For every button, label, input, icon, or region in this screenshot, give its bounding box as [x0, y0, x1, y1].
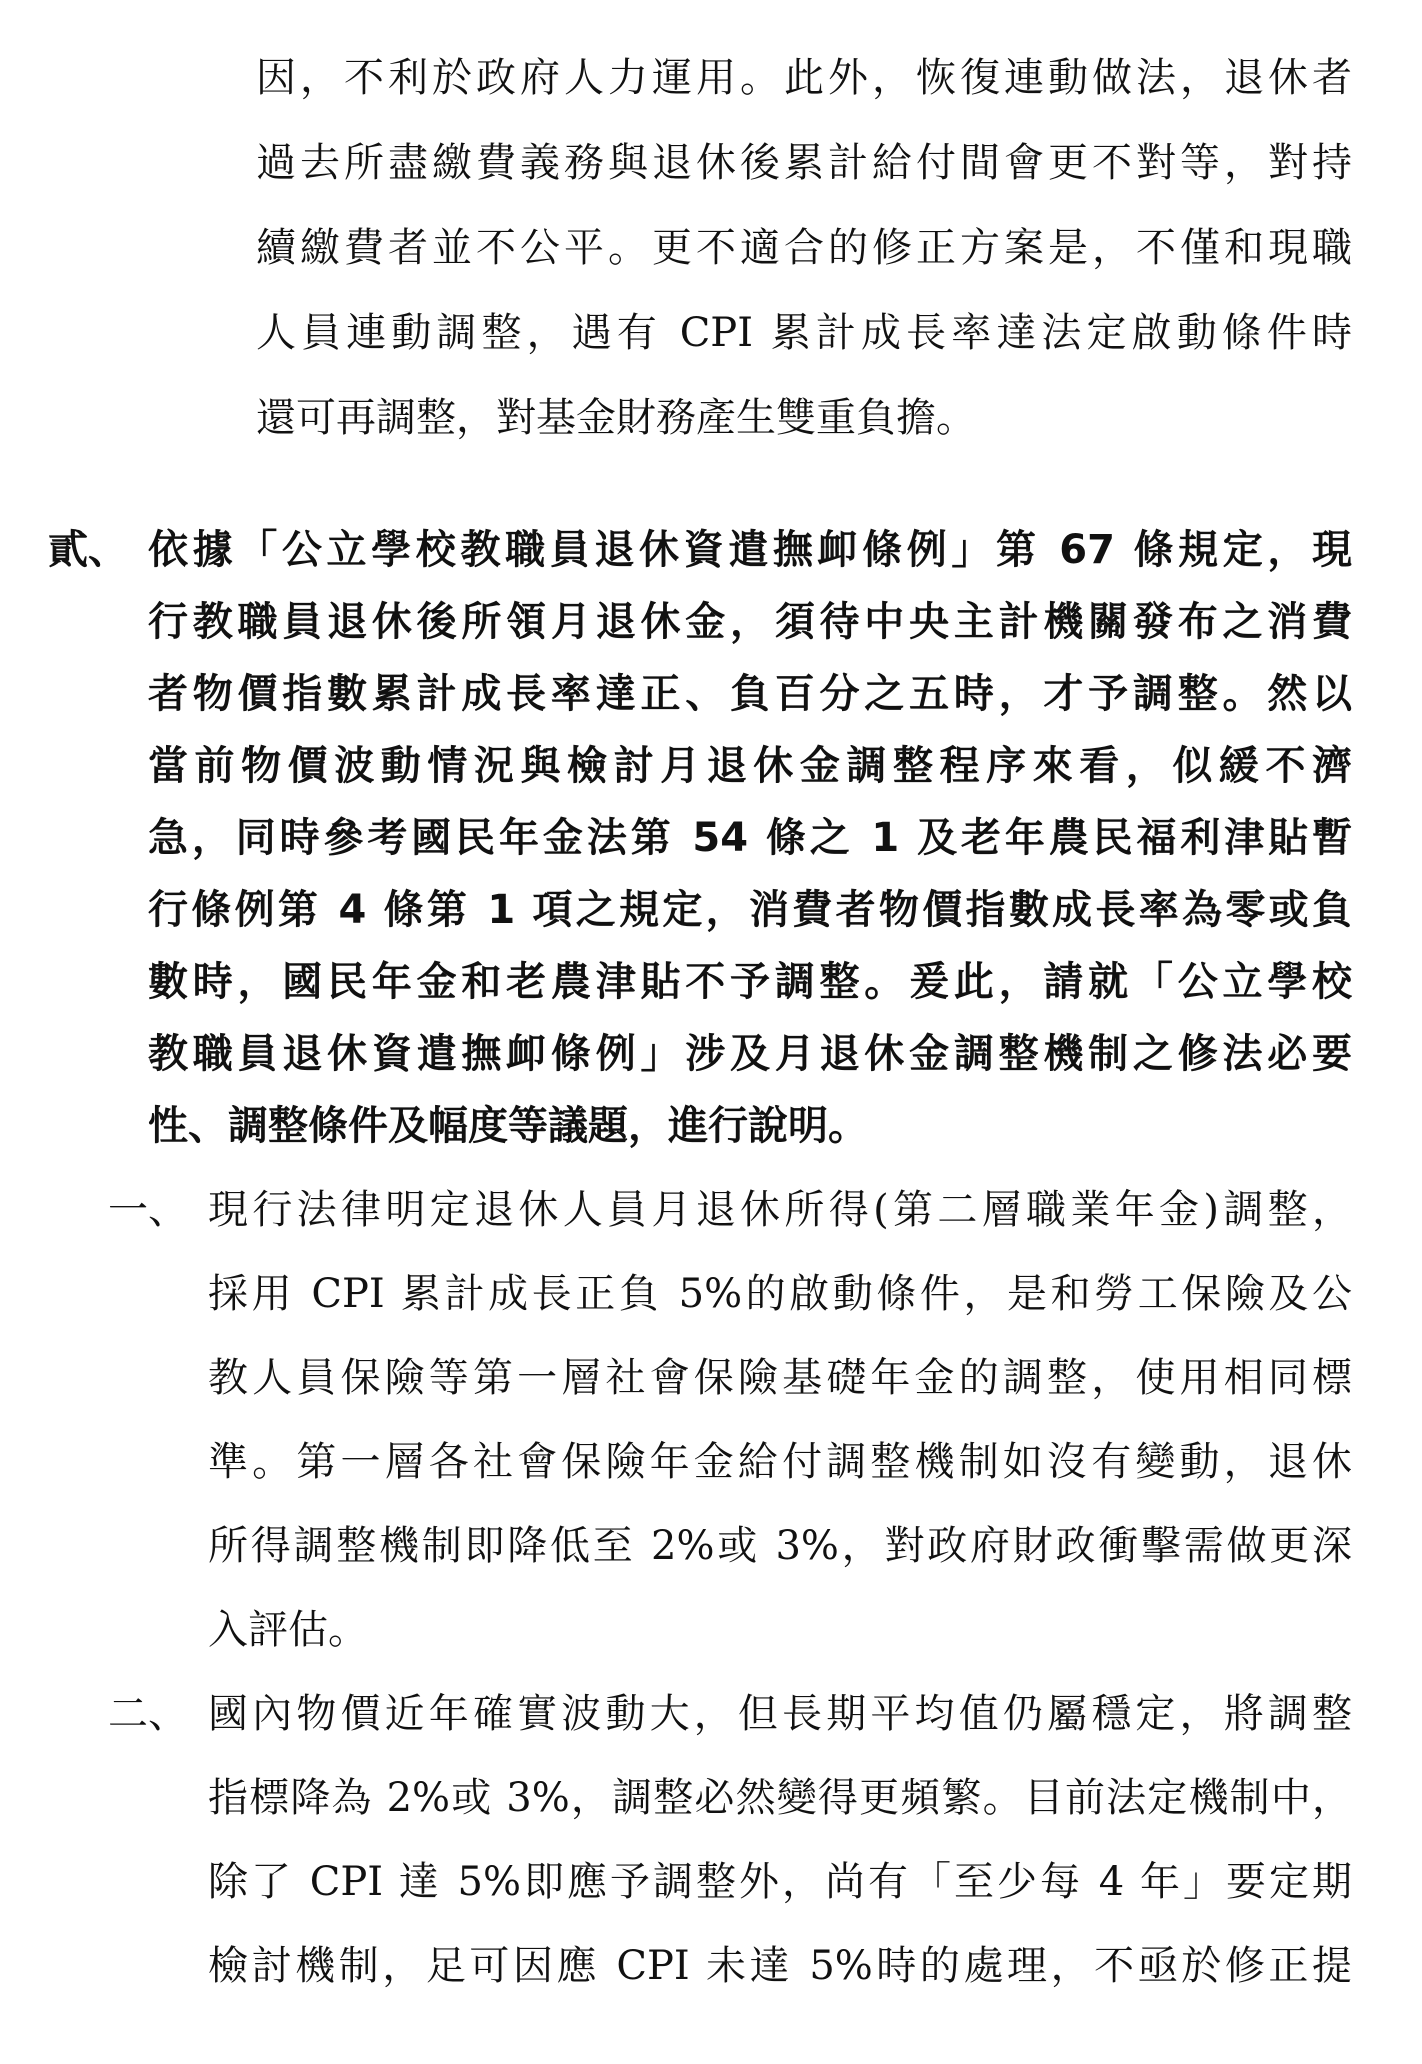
section-line: 依據「公立學校教職員退休資遣撫卹條例」第 67 條規定，現 — [148, 527, 1352, 573]
item-line: 所得調整機制即降低至 2%或 3%，對政府財政衝擊需做更深 — [208, 1523, 1352, 1569]
item-line: 入評估。 — [208, 1607, 368, 1653]
section-line: 行條例第 4 條第 1 項之規定，消費者物價指數成長率為零或負 — [148, 887, 1352, 933]
section-line: 急，同時參考國民年金法第 54 條之 1 及老年農民福利津貼暫 — [148, 815, 1352, 861]
paragraph-line: 還可再調整，對基金財務產生雙重負擔。 — [256, 395, 976, 441]
item-line: 採用 CPI 累計成長正負 5%的啟動條件，是和勞工保險及公 — [208, 1271, 1352, 1317]
item-line: 檢討機制，足可因應 CPI 未達 5%時的處理，不亟於修正提 — [208, 1943, 1352, 1989]
paragraph-line: 因，不利於政府人力運用。此外，恢復連動做法，退休者 — [256, 55, 1352, 101]
section-line: 教職員退休資遣撫卹條例」涉及月退休金調整機制之修法必要 — [148, 1031, 1352, 1077]
section-line: 性、調整條件及幅度等議題，進行說明。 — [148, 1103, 868, 1149]
item-marker: 一、 — [108, 1187, 188, 1233]
item-line: 國內物價近年確實波動大，但長期平均值仍屬穩定，將調整 — [208, 1691, 1352, 1737]
paragraph-line: 過去所盡繳費義務與退休後累計給付間會更不對等，對持 — [256, 140, 1352, 186]
item-line: 指標降為 2%或 3%，調整必然變得更頻繁。目前法定機制中， — [208, 1775, 1352, 1821]
item-line: 教人員保險等第一層社會保險基礎年金的調整，使用相同標 — [208, 1355, 1352, 1401]
section-line: 者物價指數累計成長率達正、負百分之五時，才予調整。然以 — [148, 671, 1352, 717]
item-line: 準。第一層各社會保險年金給付調整機制如沒有變動，退休 — [208, 1439, 1352, 1485]
item-line: 現行法律明定退休人員月退休所得(第二層職業年金)調整， — [208, 1187, 1352, 1233]
section-marker: 貳、 — [48, 527, 128, 573]
item-line: 除了 CPI 達 5%即應予調整外，尚有「至少每 4 年」要定期 — [208, 1859, 1352, 1905]
section-line: 數時，國民年金和老農津貼不予調整。爰此，請就「公立學校 — [148, 959, 1352, 1005]
section-line: 行教職員退休後所領月退休金，須待中央主計機關發布之消費 — [148, 599, 1352, 645]
paragraph-line: 人員連動調整，遇有 CPI 累計成長率達法定啟動條件時 — [256, 310, 1352, 356]
section-line: 當前物價波動情況與檢討月退休金調整程序來看，似緩不濟 — [148, 743, 1352, 789]
item-marker: 二、 — [108, 1691, 188, 1737]
paragraph-line: 續繳費者並不公平。更不適合的修正方案是，不僅和現職 — [256, 225, 1352, 271]
